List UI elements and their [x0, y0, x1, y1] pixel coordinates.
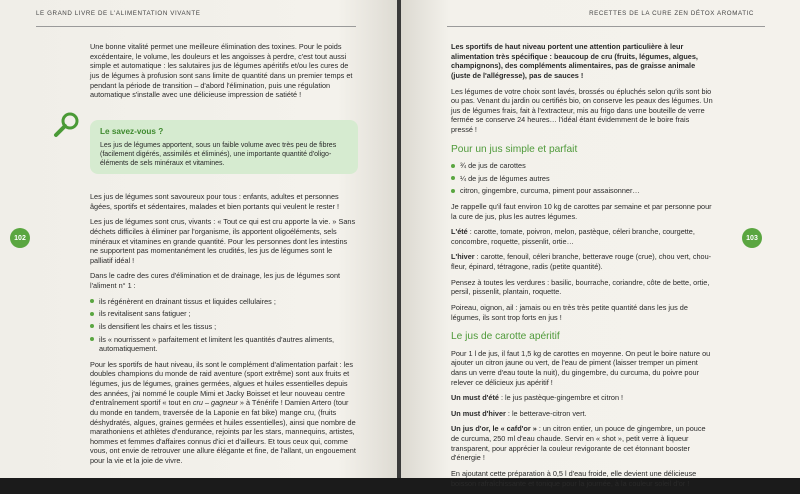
list-item: ils régénèrent en drainant tissus et liquides cellulaires ; [90, 297, 356, 307]
left-text-column [90, 192, 356, 472]
running-head-right: RECETTES DE LA CURE ZEN DÉTOX AROMATIC [589, 10, 754, 17]
left-page [0, 0, 397, 478]
right-text-column [451, 42, 713, 494]
paragraph-cafdor: Un jus d'or, le « cafd'or » : un citron entier, un pouce de gingembre, un pouce de curcuma, 250 ml d'eau chaude. Servir en « shot », petit verre à liqueur transparent, pour apprécier la couleur revigorante de cet étonnant booster d'énergie ! [451, 424, 706, 463]
did-you-know-title: Le savez-vous ? [100, 127, 164, 136]
paragraph-hiver: L'hiver : carotte, fenouil, céleri branche, betterave rouge (crue), chou vert, chou-fleur, épinard, tétragone, radis (petite quantité). [451, 252, 712, 272]
paragraph-carottes: Je rappelle qu'il faut environ 10 kg de carottes par semaine et par personne pour la cure de jus, plus les autres légumes. [451, 201, 712, 221]
header-rule-left [36, 26, 356, 27]
paragraph-sportifs: Pour les sportifs de haut niveau, ils sont le complément d'alimentation parfait : les doubles champions du monde de raid aventure (sport extrême) sont aux fruits et légumes, jus de légumes, graines germées, algues et huiles essentielles depuis des années, j'ai nommé le couple Mimi et Jacky Boisset et leur nouveau centre d'entraînement sportif « tout en cru – gagneur » à Ténérife ! Damien Artero (tour du monde en tandem, traversée de la Laponie en fat bike) mange cru, (fruits déshydratés, algues, graines germées et huiles essentielles), ainsi que nombre de marathoniens et athlètes d'endurance, rejoints par les stars, mannequins, artistes, hommes et femmes d'affaires connus d'ici et d'ailleurs. Et tous ceux qui, comme vous, ont envie de retrouver une allure élégante et fine, de l'allant, un engouement pour la vie et la joie de vivre. [90, 359, 356, 465]
paragraph-crus-vivants: Les jus de légumes sont crus, vivants : « Tout ce qui est cru apporte la vie. » Sans déchets difficiles à éliminer par l'organisme, ils apportent oligoéléments, sels minéraux et vitamines en grande quantité. Pour les personnes dont les intestins ne supportent pas momentanément les crudités, les jus de légumes sont le palliatif idéal ! [90, 217, 356, 265]
list-item: ils « nourrissent » parfaitement et limitent les quantités d'autres aliments, automatiquement. [90, 335, 356, 354]
header-rule-right [447, 26, 765, 27]
paragraph-carotte-aperitif: Pour 1 l de jus, il faut 1,5 kg de carottes en moyenne. On peut le boire nature ou ajouter un citron jaune ou vert, de l'eau de piment (laisser tremper un piment dans un verre d'eau toute la nuit), du gingembre, du curcuma, du poivre pour relever ce délicieux jus apéritif ! [451, 348, 711, 387]
paragraph-cures: Dans le cadre des cures d'élimination et de drainage, les jus de légumes sont l'aliment n° 1 : [90, 271, 341, 290]
list-item: citron, gingembre, curcuma, piment pour assaisonner… [451, 186, 713, 196]
section-title-carotte: Le jus de carotte apéritif [451, 331, 560, 343]
paragraph-verdures: Pensez à toutes les verdures : basilic, bourrache, coriandre, côte de bette, ortie, persil, pissenlit, plantain, roquette. [451, 277, 710, 297]
paragraph-savoureux: Les jus de légumes sont savoureux pour tous : enfants, adultes et personnes âgées, sportifs et sédentaires, malades et bien portants qui veulent le rester ! [90, 192, 340, 211]
paragraph-boisson: En ajoutant cette préparation à 0,5 l d'eau froide, elle devient une délicieuse boisson rafraîchissante et tonique pour la journée, à la couleur soleil d'or ! [451, 468, 697, 488]
paragraph-must-ete: Un must d'été : le jus pastèque-gingembre et citron ! [451, 393, 624, 403]
list-item: ¾ de jus de carottes [451, 161, 713, 171]
section-title-jus-simple: Pour un jus simple et parfait [451, 143, 578, 155]
page-number-left: 102 [10, 228, 30, 248]
paragraph-poireau: Poireau, oignon, ail : jamais ou en très très petite quantité dans les jus de légumes, ils sont trop forts en jus ! [451, 302, 688, 322]
paragraph-must-hiver: Un must d'hiver : le betterave-citron vert. [451, 408, 587, 418]
paragraph-ete: L'été : carotte, tomate, poivron, melon, pastèque, céleri branche, courgette, concombre, roquette, pissenlit, ortie… [451, 227, 695, 246]
left-text-column-top [90, 42, 356, 106]
did-you-know-text: Les jus de légumes apportent, sous un faible volume avec très peu de fibres (facilement digérés, assimilés et éliminés), une importante quantité d'oligo-éléments de sels minéraux et vitamines. [100, 141, 337, 167]
benefits-list [90, 297, 356, 354]
list-item: ils revitalisent sans fatiguer ; [90, 309, 356, 319]
intro-paragraph: Une bonne vitalité permet une meilleure élimination des toxines. Pour le poids excédentaire, le volume, les douleurs et les angoisses à perdre, c'est tout aussi simple et automatique : les salutaires jus de légumes apéritifs et/ou les cures de jus de légumes à profusion sont sans limite de quantité dans un premier temps et pendant la période de transition – d'abord l'élimination, puis une régulation automatique s'installe avec une délicieuse impression de satiété ! [90, 42, 353, 100]
did-you-know-box [90, 120, 358, 174]
bold-intro: Les sportifs de haut niveau portent une attention particulière à leur alimentation très spécifique : beaucoup de cru (fruits, légumes, algues, champignons), des compléments alimentaires, pas de graisse animale (juste de l'allégresse), pas de sauces ! [451, 42, 698, 80]
right-page [401, 0, 800, 488]
list-item: ¼ de jus de légumes autres [451, 174, 713, 184]
page-number-right: 103 [742, 228, 762, 248]
list-item: ils densifient les chairs et les tissus ; [90, 322, 356, 332]
magnifier-icon [52, 110, 82, 140]
paragraph-legumes-choix: Les légumes de votre choix sont lavés, brossés ou épluchés selon qu'ils sont bio ou pas. Venant du jardin ou certifiés bio, on conserve les peaux des légumes. Un jus de légumes frais, fait à l'extracteur, mis au frigo dans une bouteille de verre fermée se conserve 24 heures… l'idéal étant évidemment de le boire frais pressé ! [451, 86, 713, 134]
recipe-list [451, 161, 713, 196]
running-head-left: LE GRAND LIVRE DE L'ALIMENTATION VIVANTE [36, 10, 201, 17]
